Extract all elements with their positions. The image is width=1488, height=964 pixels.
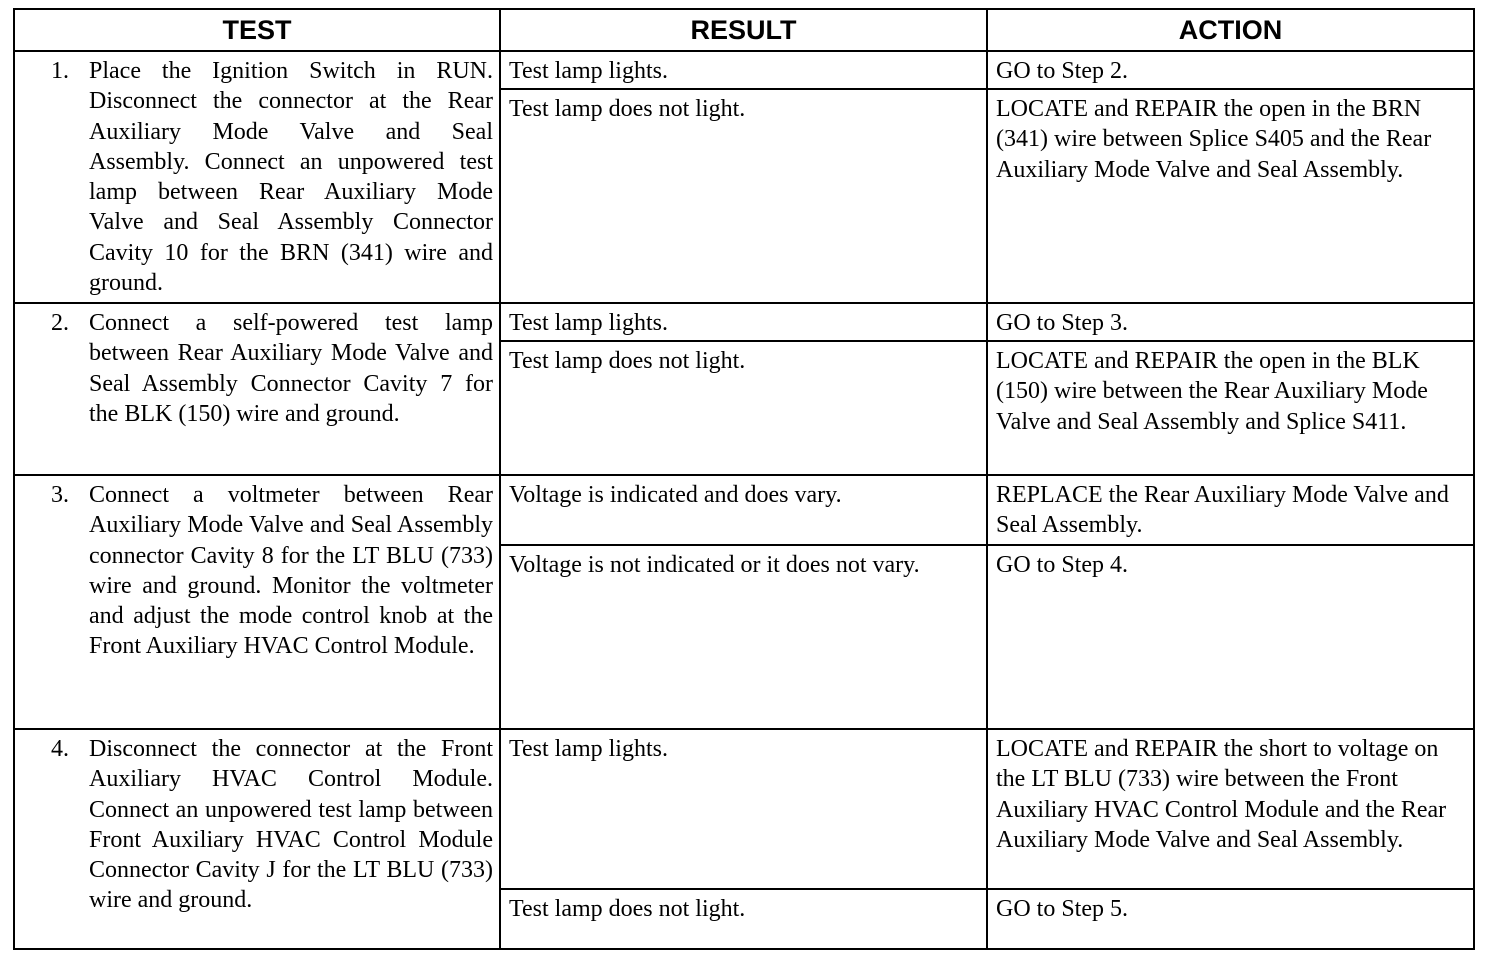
test-text: Disconnect the connector at the Front Auxiliary HVAC Control Module. Connect an unpowered test lamp between Front Auxiliary HVAC Control Module Connector Cavity J for the LT BLU (733) wire and ground. (89, 736, 493, 914)
result-cell: Test lamp does not light. (500, 89, 987, 303)
result-cell: Test lamp does not light. (500, 341, 987, 475)
diagnostic-table (13, 8, 1475, 950)
test-cell-step-1 (14, 51, 500, 303)
action-cell: GO to Step 4. (987, 545, 1474, 729)
step-number: 1. (51, 58, 69, 84)
action-cell: REPLACE the Rear Auxiliary Mode Valve and Seal Assembly. (987, 475, 1474, 545)
test-text: Connect a self-powered test lamp between Rear Auxiliary Mode Valve and Seal Assembly Connector Cavity 7 for the BLK (150) wire and ground. (89, 310, 493, 427)
table-row (14, 51, 1474, 89)
result-cell: Test lamp lights. (500, 303, 987, 341)
result-cell: Voltage is indicated and does vary. (500, 475, 987, 545)
test-text: Connect a voltmeter between Rear Auxiliary Mode Valve and Seal Assembly connector Cavity 8 for the LT BLU (733) wire and ground. Monitor the voltmeter and adjust the mode control knob at the Front Auxiliary HVAC Control Module. (89, 482, 493, 660)
result-cell: Voltage is not indicated or it does not vary. (500, 545, 987, 729)
result-cell: Test lamp lights. (500, 51, 987, 89)
result-cell: Test lamp lights. (500, 729, 987, 889)
header-row (14, 9, 1474, 51)
table-row (14, 303, 1474, 341)
action-cell: LOCATE and REPAIR the open in the BRN (341) wire between Splice S405 and the Rear Auxiliary Mode Valve and Seal Assembly. (987, 89, 1474, 303)
step-number: 2. (51, 310, 69, 336)
header-result: RESULT (500, 9, 987, 51)
action-cell: GO to Step 3. (987, 303, 1474, 341)
step-number: 4. (51, 736, 69, 762)
table-row (14, 729, 1474, 889)
test-text: Place the Ignition Switch in RUN. Disconnect the connector at the Rear Auxiliary Mode Valve and Seal Assembly. Connect an unpowered test lamp between Rear Auxiliary Mode Valve and Seal Assembly Connector Cavity 10 for the BRN (341) wire and ground. (89, 58, 493, 297)
header-test: TEST (14, 9, 500, 51)
action-cell: GO to Step 5. (987, 889, 1474, 949)
test-cell-step-4 (14, 729, 500, 949)
test-cell-step-2 (14, 303, 500, 475)
test-cell-step-3 (14, 475, 500, 729)
step-number: 3. (51, 482, 69, 508)
action-cell: GO to Step 2. (987, 51, 1474, 89)
action-cell: LOCATE and REPAIR the short to voltage on the LT BLU (733) wire between the Front Auxiliary HVAC Control Module and the Rear Auxiliary Mode Valve and Seal Assembly. (987, 729, 1474, 889)
table-row (14, 475, 1474, 545)
header-action: ACTION (987, 9, 1474, 51)
action-cell: LOCATE and REPAIR the open in the BLK (150) wire between the Rear Auxiliary Mode Valve and Seal Assembly and Splice S411. (987, 341, 1474, 475)
result-cell: Test lamp does not light. (500, 889, 987, 949)
